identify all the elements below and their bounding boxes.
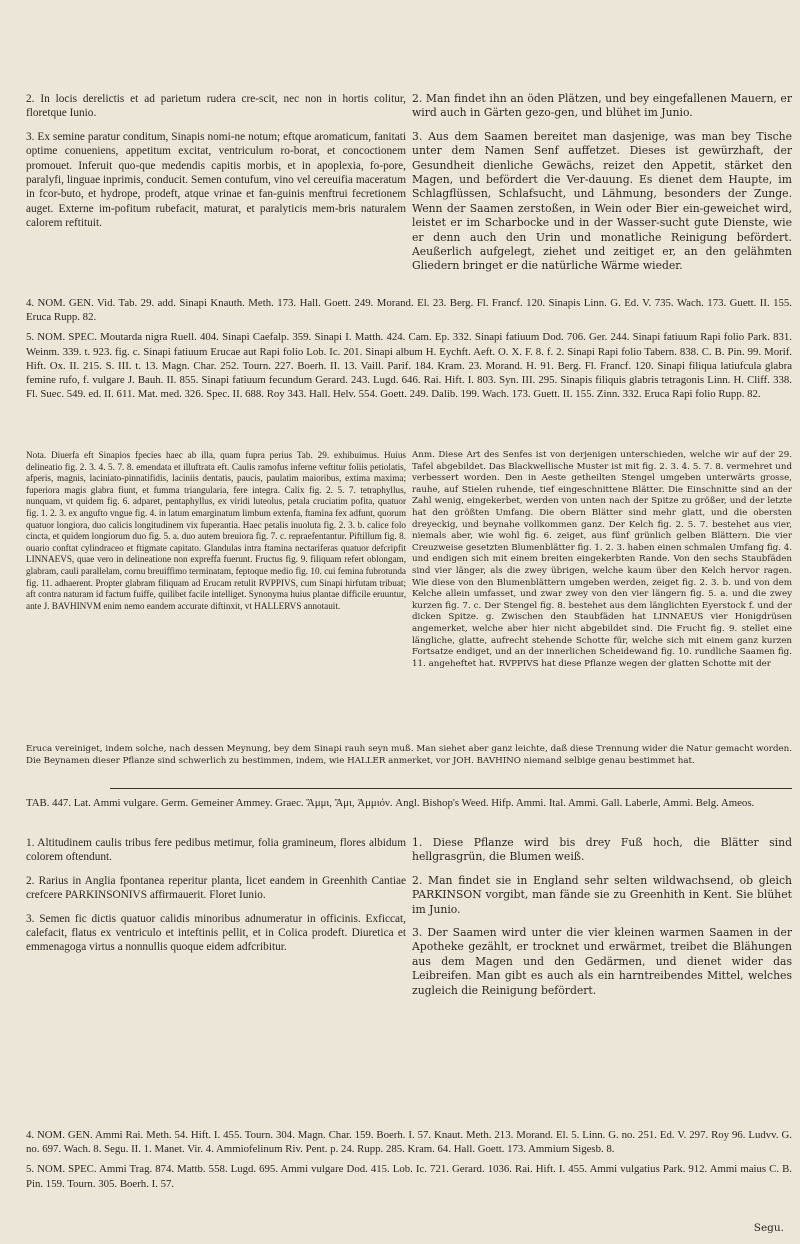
- tab-447-german: [412, 836, 792, 1007]
- note-continuation: [26, 744, 792, 776]
- tab-447-german-3: 3. Der Saamen wird unter die vier kleinen warmen Saamen in der Apotheke gezählt, er trocknet und erwärmet, treibet die Blähungen aus dem Magen und den Gedärmen, und dienet wider das Leibreifen. Man gibt es auch als ein harntreibendes Mittel, welches zugleich die Reinigung befördert.: [412, 926, 792, 997]
- tab-447-nom-gen: 4. NOM. GEN. Ammi Rai. Meth. 54. Hift. I. 455. Tourn. 304. Magn. Char. 159. Boerh. I. 57. Knaut. Meth. 213. Morand. El. 5. Linn. G. no. 251. Ed. V. 297. Roy 96. Ludvv. G. no. 697. Wach. 8. Segu. II. 1. Manet. Vir. 4. Ammiofelinum Riv. Pent. p. 24. Rupp. 285. Kram. 64. Hall. Goett. 173. Ammium Sigesb. 8.: [26, 1129, 792, 1156]
- german-column: [412, 92, 792, 283]
- tab-447-german-2: 2. Man findet sie in England sehr selten wildwachsend, ob gleich PARKINSON vorgibt, man fände sie zu Greenhith in Kent. Sie blühet im Junio.: [412, 873, 792, 916]
- latin-note-text: Nota. Diuerfa eft Sinapios fpecies haec ab illa, quam fupra perius Tab. 29. exhibuimus. Huius delineatio fig. 2. 3. 4. 5. 7. 8. emendata et illuftrata eft. Caulis ramofus inferne veftitur foliis petiolatis, afperis, magnis, laciniato-pinnatifidis, laciniis dentatis, paucis, paulatim maioribus, extima maxima; fuperiora magis glabra fiunt, et fumma triangularia, fere integra. Calix fig. 2. 5. 7. tetraphyllus, nunquam, vt quidem fig. 6. adparet, pentaphyllus, ex viridi luteolus, petala cruciatim pofita, quatuor fig. 1. 2. 3. ex angufto vngue fig. 4. in latum emarginatum limbum extenfa, ftamina fex adfunt, quorum quatuor longiora, duo calicis longitudinem vix fuperantia. Haec petalis inuoluta fig. 2. 3. b. calice folo cincta, et quidem longiorum duo fig. 5. a. duo autem breuiora fig. 7. c. repraefentantur. Piftillum fig. 8. ouario conftat cylindraceo et ftigmate capitato. Glandulas intra ftamina nectariferas quatuor defcripfit LINNAEVS, quae vero in delineatione non expreffa fuerunt. Fructus fig. 9. filiquam refert oblongam, glabram, cauli parallelam, cornu breuiffimo terminatam, feptoque medio fig. 10. cui femina fubrotunda fig. 11. adhaerent. Propter glabram filiquam ad Erucam retulit RVPPIVS, cum Sinapi hirfutam tribuat; aft contra naturam id factum fuiffe, quilibet facile intelliget. Synonyma huius plantae difficile eruuntur, ante J. BAVHINVM enim nemo eandem accurate diftinxit, vt HALLERVS annotauit.: [26, 450, 406, 611]
- tab-447-latin-2: 2. Rarius in Anglia fpontanea reperitur planta, licet eandem in Greenhith Cantiae crefcere PARKINSONIVS affirmauerit. Floret Iunio.: [26, 874, 406, 902]
- notes-columns: [26, 450, 792, 679]
- german-note-text: Anm. Diese Art des Senfes ist von derjenigen unterschieden, welche wir auf der 29. Tafel abgebildet. Das Blackwellische Muster ist mit fig. 2. 3. 4. 5. 7. 8. vermehret und verbessert worden. Den in Aeste getheilten Stengel umgeben unterwärts grosse, rauhe, auf Stielen ruhende, tief eingeschnittene Blätter. Die Einschnitte sind an der Zahl wenig, eingekerbet, werden von unten nach der Spitze zu größer, und der letzte hat den größten Umfang. Die obern Blätter sind mehr glatt, und die obersten dreyeckig, und beynahe vollkommen ganz. Der Kelch fig. 2. 5. 7. bestehet aus vier, niemals aber, wie wohl fig. 6. zeiget, aus fünf grünlich gelben Blättern. Die vier Creuzweise gesetzten Blumenblätter fig. 1. 2. 3. haben einen schmalen Umfang fig. 4. und endigen sich mit einem breiten eingekerbten Rande. Von den sechs Staubfäden sind vier länger, als die zwey übrigen, welche kaum über den Kelch hervor ragen. Wie diese von den Blumenblättern umgeben werden, zeiget fig. 2. 3. b. und von dem Kelche allein umfasset, und zwar zwey von den vier längern fig. 5. a. und die zwey kurzen fig. 7. c. Der Stengel fig. 8. bestehet aus dem länglichten Eyerstock f. und der dicken Spitze. g. Zwischen den Staubfäden hat LINNAEUS vier Honigdrüsen angemerket, welche aber hier nicht abgebildet sind. Die Frucht fig. 9. stellet eine längliche, glatte, aufrecht stehende Schotte für, welche sich mit einem ganz kurzen Fortsatze endiget, und an der innerlichen Scheidewand fig. 10. rundliche Saamen fig. 11. angeheftet hat. RVPPIVS hat diese Pflanze wegen der glatten Schotte mit der: [412, 450, 793, 669]
- latin-paragraph-3: 3. Ex semine paratur conditum, Sinapis nomi-ne notum; eftque aromaticum, fanitati optime conueniens, appetitum excitat, ventriculum ro-borat, et concoctionem promouet. Inferuit quo-que medendis capitis morbis, et in apoplexia, fo-pore, paralyfi, linguae inprimis, conducit. Semen contufum, vino vel cereuifia maceratum in fcor-buto, et hydrope, prodeft, atque vrinae et fan-guinis menftrui fecretionem auget. Externe im-pofitum rubefacit, maturat, et paralyticis mem-bris naturalem calorem reftituit.: [26, 130, 406, 230]
- section-divider: [110, 788, 792, 789]
- german-paragraph-2: 2. Man findet ihn an öden Plätzen, und bey eingefallenen Mauern, er wird auch in Gärten gezo-gen, und blühet im Junio.: [412, 92, 792, 120]
- latin-column: [26, 92, 406, 283]
- german-paragraph-3: 3. Aus dem Saamen bereitet man dasjenige, was man bey Tische unter dem Namen Senf auffetzet. Dieses ist gewürzhaft, der Gesundheit dienliche Gewächs, reizet den Appetit, stärket den Magen, und befördert die Ver-dauung. Es dienet dem Haupte, im Schlagflüssen, Schlafsucht, und Lähmung, besonders der Zunge. Wenn der Saamen zerstoßen, in Wein oder Bier ein-geweichet wird, leistet er im Scharbocke und in der Wasser-sucht gute Dienste, wie er denn auch den Urin und monatliche Reinigung befördert. Aeußerlich aufgelegt, ziehet und zeitiget er, an den gelähmten Gliedern bringet er die natürliche Wärme wieder.: [412, 129, 792, 273]
- nom-spec: 5. NOM. SPEC. Moutarda nigra Ruell. 404. Sinapi Caefalp. 359. Sinapi I. Matth. 424. Cam. Ep. 332. Sinapi fatiuum Dod. 706. Ger. 244. Sinapi fatiuum Rapi folio Park. 831. Weinm. 339. t. 923. fig. c. Sinapi fatiuum Erucae aut Rapi folio Lob. Ic. 201. Sinapi album H. Eychft. Aeft. O. X. F. 8. f. 2. Sinapi Rapi folio Tabern. 838. C. B. Pin. 99. Morif. Hift. Ox. II. 215. S. III. t. 13. Magn. Char. 252. Tourn. 227. Boerh. II. 13. Vaill. Parif. 184. Kram. 23. Morand. H. 91. Berg. Fl. Francf. 120. Sinapi filiqua latiufcula glabra femine rufo, f. vulgare J. Bauh. II. 855. Sinapi fatiuum fecundum Gerard. 243. Lugd. 646. Rai. Hift. I. 803. Syn. III. 295. Sinapis filiquis glabris tetragonis Linn. H. Cliff. 338. Fl. Suec. 549. ed. II. 611. Mat. med. 326. Spec. II. 688. Roy 343. Hall. Helv. 554. Goett. 249. Dalib. 199. Wach. 173. Guett. II. 155. Zinn. 332. Eruca Rapi folio Rupp. 82.: [26, 331, 792, 401]
- tab-447-head-text: TAB. 447. Lat. Ammi vulgare. Germ. Gemeiner Ammey. Graec. Ἄμμι, Ἄμι, Ἀμμιόν. Angl. Bishop's Weed. Hifp. Ammi. Ital. Ammi. Gall. Laberle, Ammi. Belg. Ameos.: [26, 797, 755, 809]
- nom-gen: 4. NOM. GEN. Vid. Tab. 29. add. Sinapi Knauth. Meth. 173. Hall. Goett. 249. Morand. El. 23. Berg. Fl. Francf. 120. Sinapis Linn. G. Ed. V. 735. Wach. 173. Guett. II. 155. Eruca Rupp. 82.: [26, 297, 792, 324]
- tab-447-nom-spec: 5. NOM. SPEC. Ammi Trag. 874. Mattb. 558. Lugd. 695. Ammi vulgare Dod. 415. Lob. Ic. 721. Gerard. 1036. Rai. Hift. I. 455. Ammi vulgatius Park. 912. Ammi maius C. B. Pin. 159. Tourn. 305. Boerh. I. 57.: [26, 1163, 792, 1190]
- tab-447-nomenclature: [26, 1128, 792, 1197]
- tab-447-latin: [26, 836, 406, 1007]
- tab-447-german-1: 1. Diese Pflanze wird bis drey Fuß hoch, die Blätter sind hellgrasgrün, die Blumen weiß.: [412, 836, 792, 864]
- latin-paragraph-2: 2. In locis derelictis et ad parietum rudera cre-scit, nec non in hortis colitur, floretque Iunio.: [26, 93, 406, 120]
- tab-447-latin-3: 3. Semen fic dictis quatuor calidis minoribus adnumeratur in officinis. Exficcat, calefacit, flatus ex ventriculo et inteftinis pellit, et in Colica prodeft. Diuretica et emmenagoga virtus a nonnullis quoque eidem adfcribitur.: [26, 912, 406, 954]
- tab-447-columns: [26, 836, 792, 1007]
- note-tail-text: Eruca vereiniget, indem solche, nach dessen Meynung, bey dem Sinapi rauh seyn muß. Man siehet aber ganz leichte, daß diese Trennung wider die Natur gemacht worden. Die Beynamen dieser Pflanze sind schwerlich zu bestimmen, indem, wie HALLER anmerket, vor JOH. BAVHINO niemand selbige genau bestimmet hat.: [26, 744, 792, 766]
- nomenclature-section: [26, 296, 792, 407]
- tab-447-latin-1: 1. Altitudinem caulis tribus fere pedibus metimur, folia gramineum, flores albidum colorem oftendunt.: [26, 837, 406, 864]
- catchword: Segu.: [753, 1222, 784, 1234]
- latin-note: [26, 450, 406, 679]
- tab-447-heading: [26, 796, 792, 819]
- german-note: [412, 450, 792, 679]
- top-columns: [26, 92, 792, 283]
